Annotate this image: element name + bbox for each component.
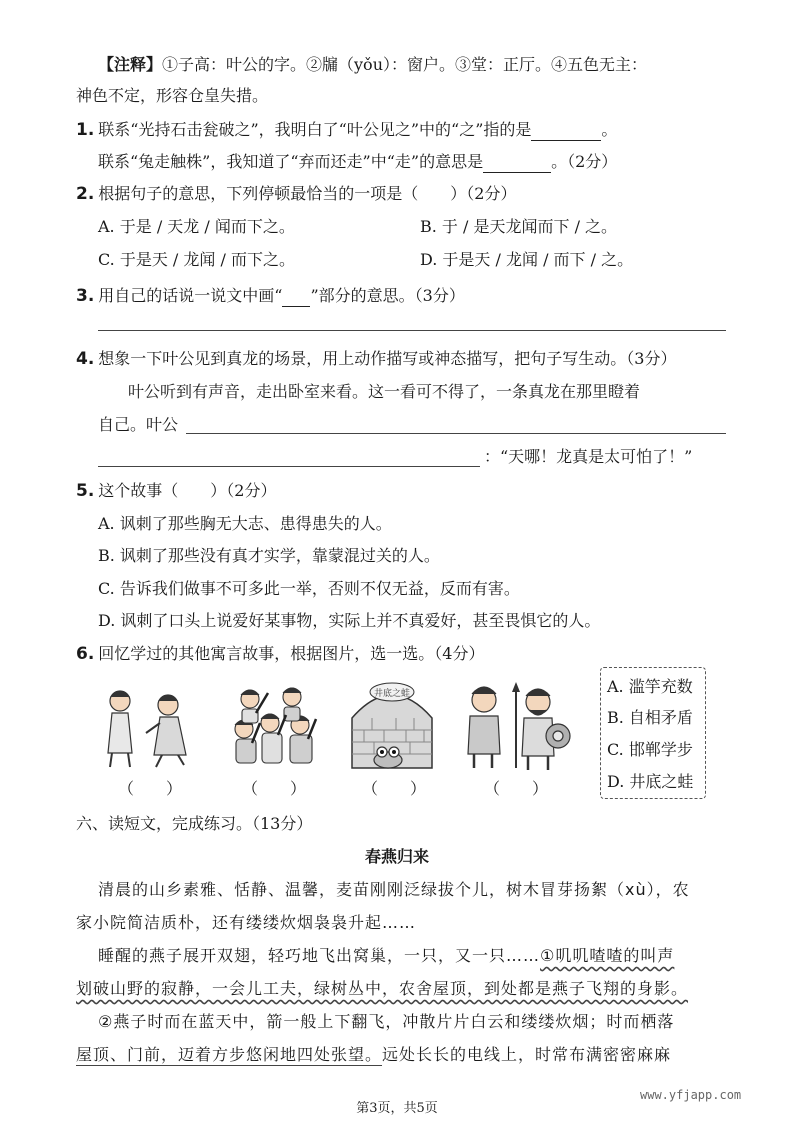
q5-option-c[interactable]: C. 告诉我们做事不可多此一举，否则不仅无益，反而有害。 — [98, 579, 520, 598]
q6-stem — [76, 643, 484, 665]
q1-end-b: 。（2分） — [551, 152, 618, 171]
passage-p2-wavy-2: 划破山野的寂静，一会儿工夫，绿树丛中，农舍屋顶，到处都是燕子飞翔的身影。 — [76, 979, 689, 998]
q6-choice-d[interactable]: D. 井底之蛙 — [607, 772, 694, 791]
passage-p2-line-1 — [98, 945, 674, 967]
q2-option-a[interactable]: A. 于是 / 天龙 / 闻而下之。 — [98, 217, 295, 236]
watermark: www.yfjapp.com — [640, 1088, 742, 1102]
note-line-2: 神色不定，形容仓皇失措。 — [76, 86, 269, 105]
q3-answer-line[interactable] — [98, 330, 726, 331]
spear-shield-picture — [460, 680, 572, 772]
note-text-1: ①子高：叶公的字。②牖（yǒu）：窗户。③堂：正厅。④五色无主： — [162, 55, 647, 74]
q1-end-a: 。 — [601, 120, 618, 139]
q2-option-d[interactable]: D. 于是天 / 龙闻 / 而下 / 之。 — [420, 250, 634, 269]
q4-number: 4. — [76, 349, 95, 369]
passage-p2-line-2 — [76, 978, 688, 1000]
passage-p1-line-1: 清晨的山乡素雅、恬静、温馨，麦苗刚刚泛绿拔个儿，树木冒芽扬絮（xù），农 — [98, 880, 690, 899]
q1-number: 1. — [76, 120, 95, 140]
passage-title: 春燕归来 — [364, 847, 429, 866]
q6-number: 6. — [76, 644, 95, 664]
q5-option-d[interactable]: D. 讽刺了口头上说爱好某事物，实际上并不真爱好，甚至畏惧它的人。 — [98, 611, 601, 630]
passage-p3-line-1: ②燕子时而在蓝天中，箭一般上下翻飞，冲散片片白云和缕缕炊烟；时而栖落 — [98, 1012, 675, 1031]
yu-players-picture — [226, 683, 322, 771]
q1-blank-b[interactable] — [483, 150, 551, 173]
q3-number: 3. — [76, 286, 95, 306]
note-line-1 — [98, 54, 647, 76]
q4-answer-line-1[interactable] — [186, 433, 726, 434]
q1-blank-a[interactable] — [531, 118, 601, 141]
passage-p3-underlined: 屋顶、门前，迈着方步悠闲地四处张望。 — [76, 1045, 383, 1064]
section-6-heading: 六、读短文，完成练习。（13分） — [76, 814, 313, 833]
q3-text-a: 用自己的话说一说文中画“ — [98, 286, 283, 305]
q1-text-b: 联系“兔走触株”，我知道了“弃而还走”中“走”的意思是 — [98, 152, 484, 171]
q6-answer-paren-3[interactable]: （ ） — [362, 779, 427, 798]
note-label: 【注释】 — [98, 55, 163, 74]
q4-passage-2: 自己。叶公 — [98, 415, 179, 434]
q6-answer-paren-4[interactable]: （ ） — [484, 779, 549, 798]
q1-line-a — [76, 118, 617, 141]
passage-p3-line-2 — [76, 1044, 671, 1066]
q5-option-a[interactable]: A. 讽刺了那些胸无大志、患得患失的人。 — [98, 514, 392, 533]
q4-passage-3: ：“天哪！龙真是太可怕了！” — [484, 447, 693, 466]
q1-text-a: 联系“光持石击瓮破之”，我明白了“叶公见之”中的“之”指的是 — [98, 120, 532, 139]
q4-stem — [76, 348, 676, 370]
q5-option-b[interactable]: B. 讽刺了那些没有真才实学，靠蒙混过关的人。 — [98, 546, 440, 565]
q6-choice-b[interactable]: B. 自相矛盾 — [607, 708, 693, 727]
well-frog-picture — [344, 678, 440, 772]
q4-passage-1: 叶公听到有声音，走出卧室来看。这一看可不得了，一条真龙在那里瞪着 — [128, 382, 641, 401]
q3-mark — [282, 284, 310, 307]
passage-p3-rest: 远处长长的电线上，时常布满密密麻麻 — [382, 1045, 672, 1064]
passage-p1-line-2: 家小院简洁质朴，还有缕缕炊烟袅袅升起…… — [76, 913, 417, 932]
q3-stem — [76, 284, 465, 307]
q6-answer-paren-1[interactable]: （ ） — [118, 779, 183, 798]
q6-text: 回忆学过的其他寓言故事，根据图片，选一选。（4分） — [98, 644, 485, 663]
q2-text: 根据句子的意思，下列停顿最恰当的一项是（ ）（2分） — [98, 184, 517, 203]
handan-walking-picture — [98, 683, 198, 771]
well-sign-text: 井底之蛙 — [373, 689, 411, 699]
q4-text: 想象一下叶公见到真龙的场景，用上动作描写或神态描写，把句子写生动。（3分） — [98, 349, 677, 368]
passage-p2-wavy-1: ①叽叽喳喳的叫声 — [540, 946, 675, 965]
q6-choice-c[interactable]: C. 邯郸学步 — [607, 740, 693, 759]
q2-stem — [76, 183, 516, 205]
q1-line-b — [98, 150, 617, 173]
page-footer: 第3页，共5页 — [356, 1101, 438, 1116]
passage-p2-plain: 睡醒的燕子展开双翅，轻巧地飞出窝巢，一只，又一只…… — [98, 946, 541, 965]
q3-text-b: ”部分的意思。（3分） — [310, 286, 465, 305]
q2-number: 2. — [76, 184, 95, 204]
q5-stem — [76, 480, 276, 502]
q5-number: 5. — [76, 481, 95, 501]
q4-answer-line-2[interactable] — [98, 466, 480, 467]
q2-option-b[interactable]: B. 于 / 是天龙闻而下 / 之。 — [420, 217, 618, 236]
q6-answer-paren-2[interactable]: （ ） — [242, 779, 307, 798]
q6-choice-a[interactable]: A. 滥竽充数 — [607, 677, 693, 696]
q6-choice-box — [600, 667, 706, 799]
q5-text: 这个故事（ ）（2分） — [98, 481, 277, 500]
q2-option-c[interactable]: C. 于是天 / 龙闻 / 而下之。 — [98, 250, 295, 269]
